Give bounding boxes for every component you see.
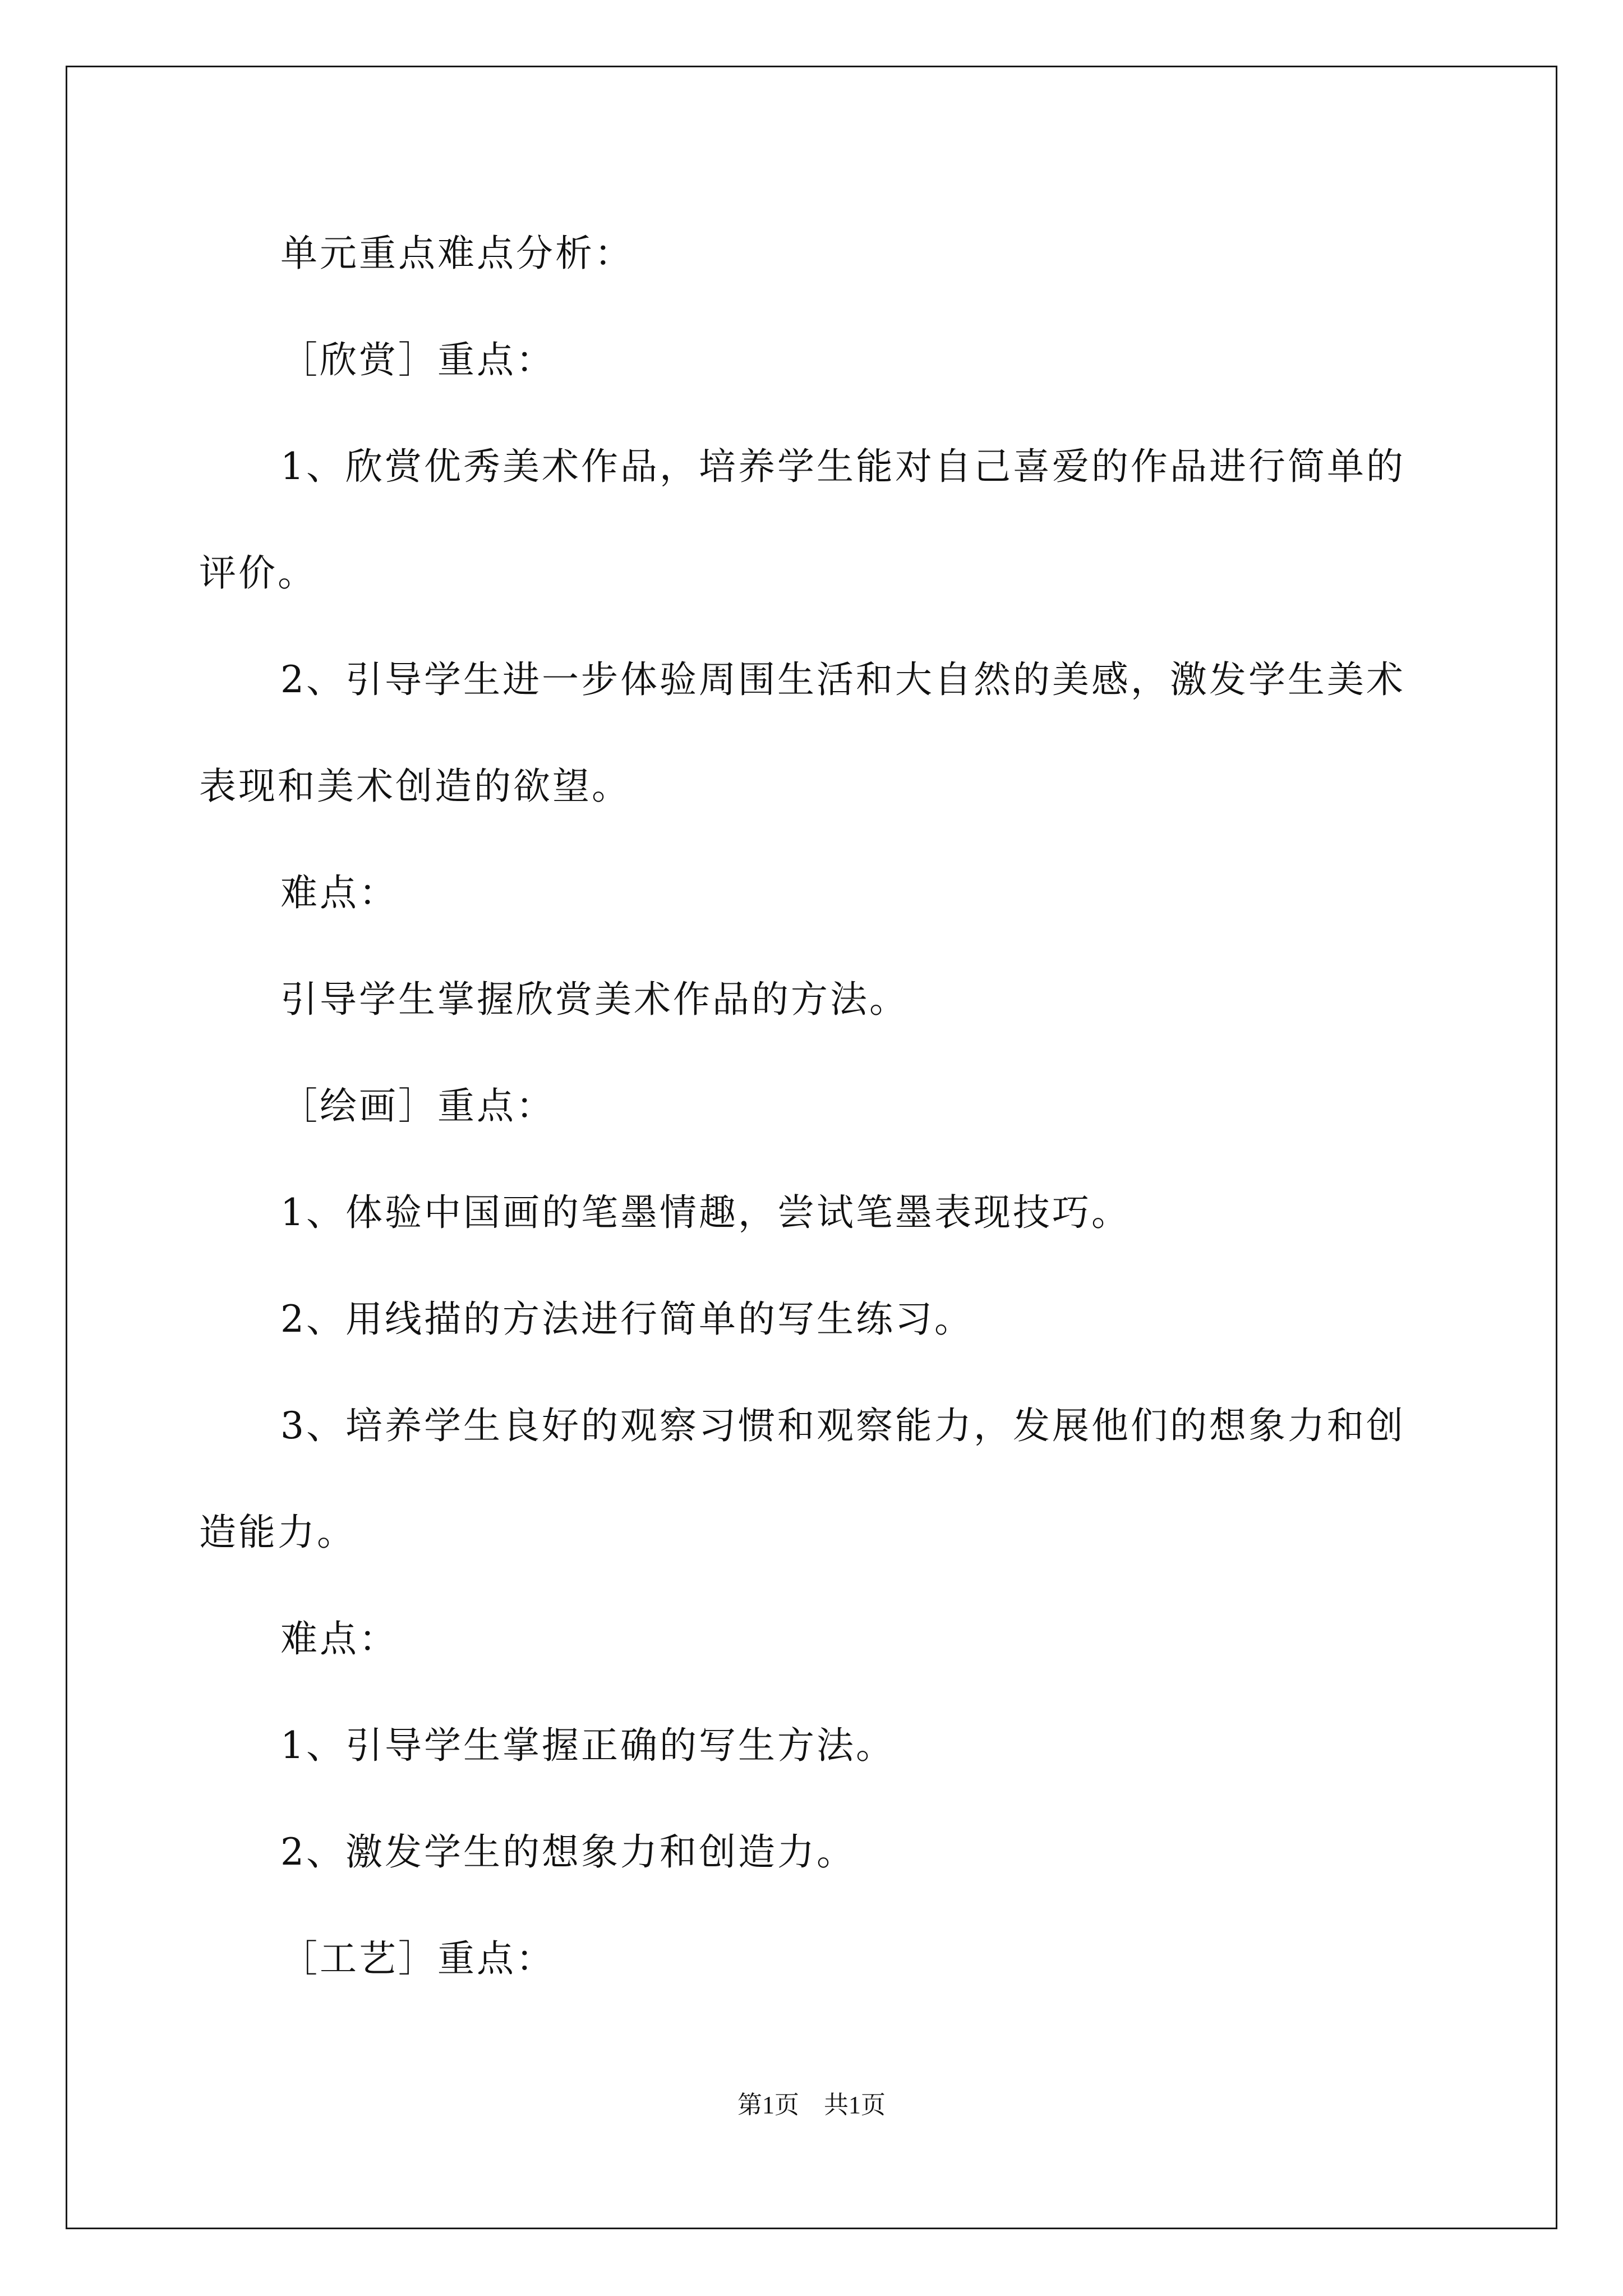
paragraph-line: 3、培养学生良好的观察习惯和观察能力，发展他们的想象力和创	[280, 1404, 1405, 1447]
difficulty-heading: 难点：	[280, 871, 398, 914]
paragraph-line: 2、引导学生进一步体验周围生活和大自然的美感，激发学生美术	[280, 658, 1405, 701]
paragraph-line: 引导学生掌握欣赏美术作品的方法。	[280, 978, 909, 1021]
difficulty-heading: 难点：	[280, 1617, 398, 1660]
paragraph-line: 2、用线描的方法进行简单的写生练习。	[280, 1297, 974, 1341]
paragraph-line: 2、激发学生的想象力和创造力。	[280, 1830, 856, 1874]
paragraph-line-continued: 评价。	[199, 551, 317, 595]
paragraph-line-continued: 造能力。	[199, 1511, 356, 1554]
subsection-heading-appreciation: ［欣赏］重点：	[280, 338, 555, 381]
subsection-heading-painting: ［绘画］重点：	[280, 1084, 555, 1128]
section-heading: 单元重点难点分析：	[280, 232, 634, 275]
paragraph-line-continued: 表现和美术创造的欲望。	[199, 765, 631, 808]
page-border	[66, 66, 1557, 2229]
page-footer: 第1页 共1页	[737, 2091, 886, 2119]
paragraph-line: 1、引导学生掌握正确的写生方法。	[280, 1724, 895, 1767]
paragraph-line: 1、体验中国画的笔墨情趣，尝试笔墨表现技巧。	[280, 1191, 1131, 1234]
subsection-heading-craft: ［工艺］重点：	[280, 1937, 555, 1980]
paragraph-line: 1、欣赏优秀美术作品，培养学生能对自己喜爱的作品进行简单的	[280, 445, 1405, 488]
